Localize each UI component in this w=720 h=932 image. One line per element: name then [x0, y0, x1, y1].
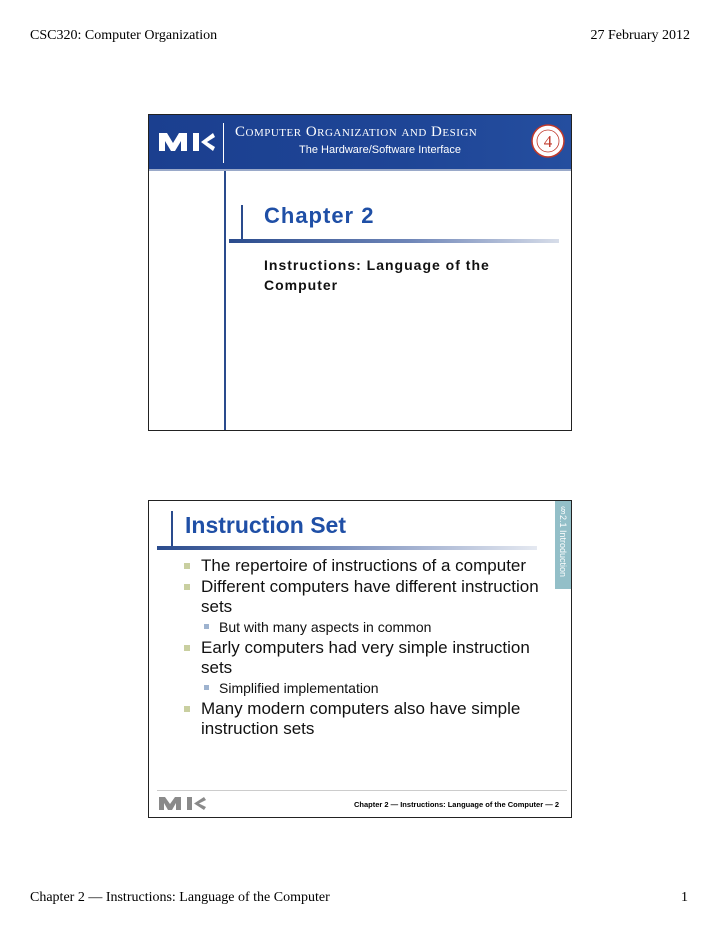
title-underline [229, 239, 559, 243]
book-subtitle: The Hardware/Software Interface [299, 144, 462, 156]
sub-bullet-item: But with many aspects in common [183, 618, 553, 636]
bullet-item: Many modern computers also have simple instruction sets [183, 699, 553, 739]
title-accent-bar [241, 205, 243, 241]
chapter-title: Chapter 2 [264, 203, 375, 228]
slide-footer: Chapter 2 — Instructions: Language of the Computer — 2 [353, 800, 559, 809]
slide-footer-rule [157, 790, 567, 791]
edition-number: 4 [543, 132, 553, 151]
edition-badge-icon [531, 123, 565, 159]
page-header-left: CSC320: Computer Organization [30, 28, 218, 43]
bullet-item: The repertoire of instructions of a computer [183, 556, 553, 576]
page-number: 1 [681, 890, 688, 905]
chapter-subtitle: Instructions: Language of the Computer [264, 257, 490, 293]
slide-2 [148, 500, 572, 818]
bullet-item: Early computers had very simple instruction sets [183, 638, 553, 678]
sub-bullet-item: Simplified implementation [183, 679, 553, 697]
section-tab-label: §2.1 Introduction [558, 505, 568, 578]
title-accent-bar [171, 511, 173, 549]
slide-1-vertical-rule [224, 171, 226, 431]
banner-divider [223, 123, 224, 163]
page-header-right: 27 February 2012 [590, 28, 690, 43]
book-title: Computer Organization and Design [235, 124, 478, 140]
title-underline [157, 546, 537, 550]
bullet-item: Different computers have different instruction sets [183, 577, 553, 617]
bullet-list [183, 556, 553, 740]
page-footer-left: Chapter 2 — Instructions: Language of the Computer [30, 890, 330, 905]
book-banner [149, 115, 571, 169]
banner-rule [149, 169, 571, 171]
section-tab [555, 501, 571, 589]
slide-title: Instruction Set [185, 512, 347, 538]
mk-logo-icon [157, 129, 217, 153]
mk-footer-logo-icon [157, 794, 221, 812]
slide-1 [148, 114, 572, 431]
